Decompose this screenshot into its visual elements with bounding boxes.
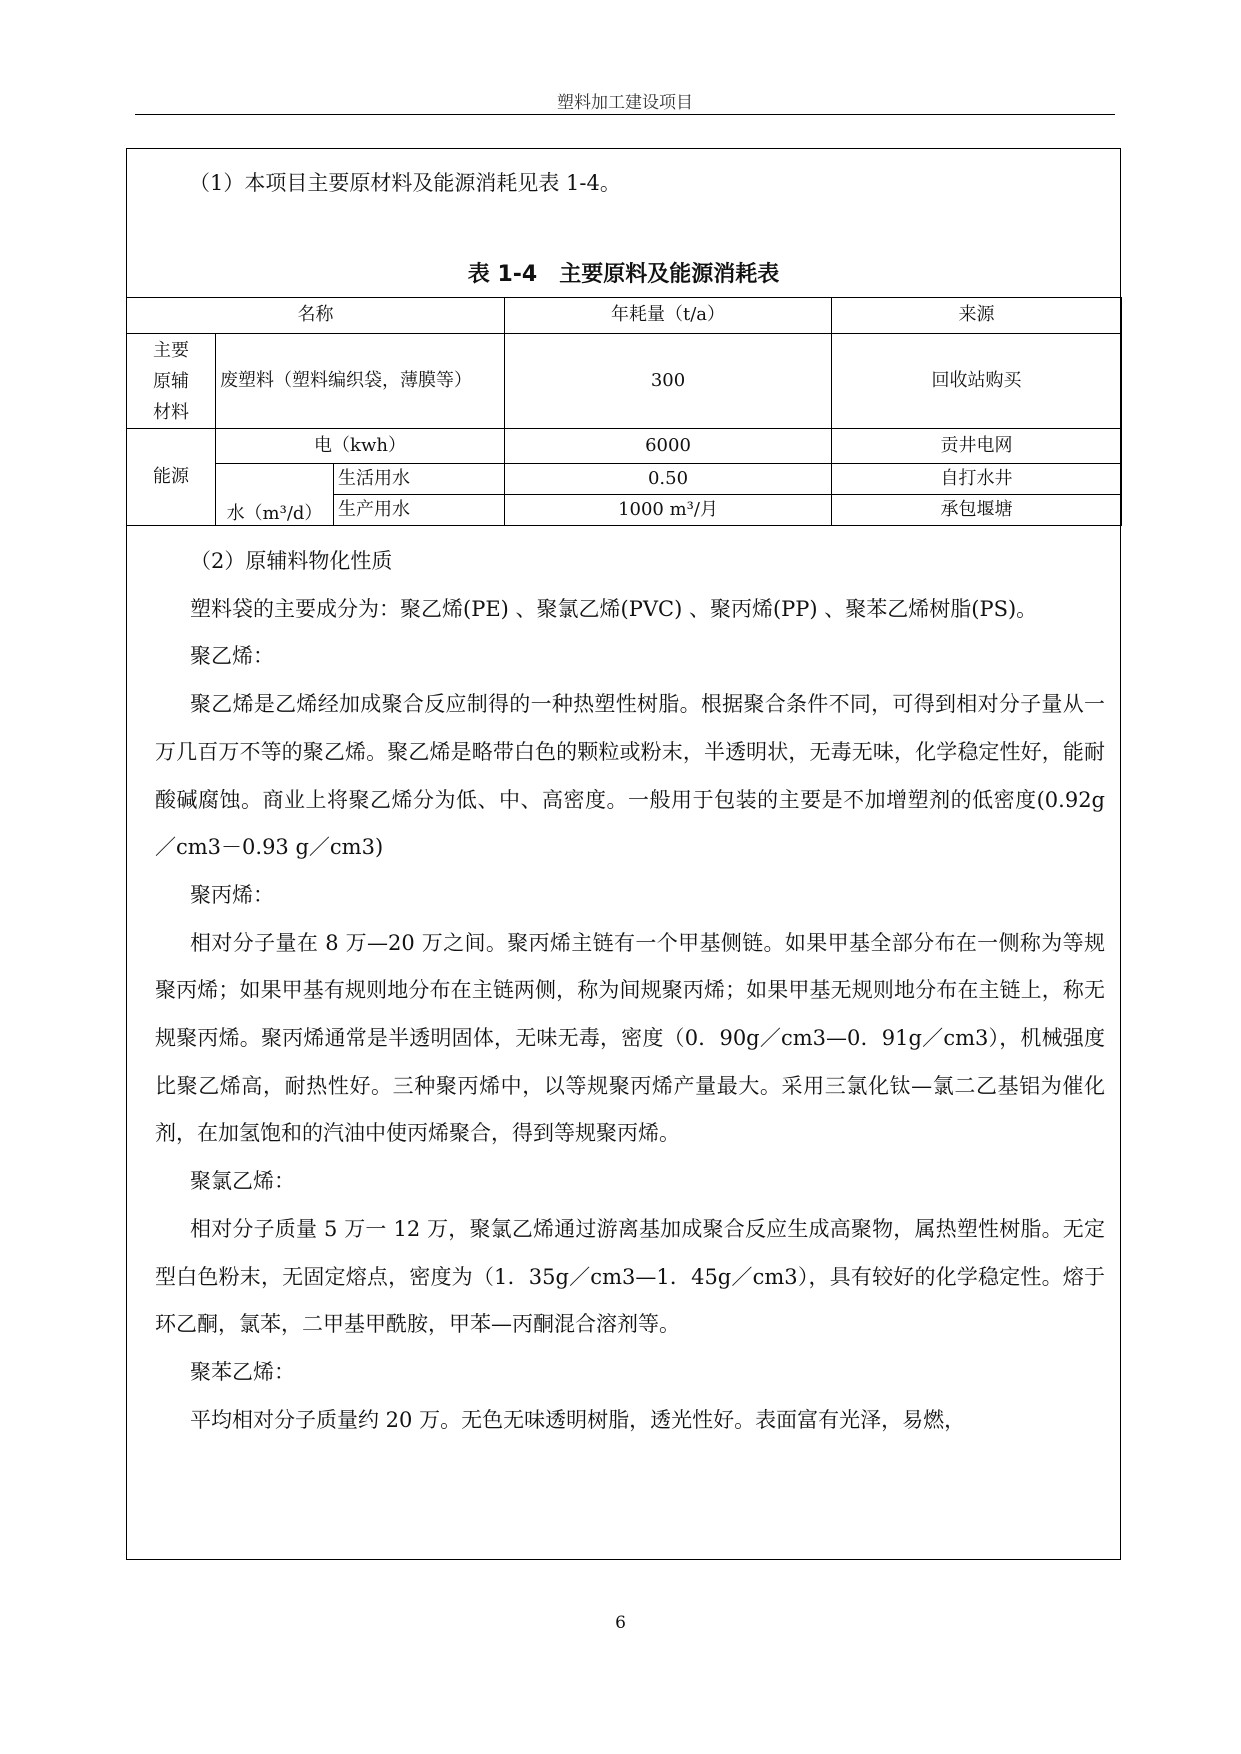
electricity-label: 电（kwh） (216, 429, 505, 464)
table-row (127, 429, 1122, 464)
electricity-amount: 6000 (505, 429, 832, 464)
header-source: 来源 (832, 298, 1122, 334)
table-header-row (127, 298, 1122, 334)
running-header: 塑料加工建设项目 (557, 93, 693, 113)
domestic-water-source: 自打水井 (832, 464, 1122, 495)
production-water-amount: 1000 m³/月 (505, 495, 832, 526)
paragraph-pp: 相对分子量在 8 万—20 万之间。聚丙烯主链有一个甲基侧链。如果甲基全部分布在一侧称为等规聚丙烯；如果甲基有规则地分布在主链两侧，称为间规聚丙烯；如果甲基无规则地分布在主链上，称无规聚丙烯。聚丙烯通常是半透明固体，无味无毒，密度（0．90g／cm3—0．91g／cm3），机械强度比聚乙烯高，耐热性好。三种聚丙烯中，以等规聚丙烯产量最大。采用三氯化钛—氯二乙基铝为催化剂，在加氢饱和的汽油中使丙烯聚合，得到等规聚丙烯。 (155, 930, 1105, 1146)
domestic-water-label: 生活用水 (334, 464, 505, 495)
paragraph-pvc: 相对分子质量 5 万一 12 万，聚氯乙烯通过游离基加成聚合反应生成高聚物，属热塑性树脂。无定型白色粉末，无固定熔点，密度为（1．35g／cm3—1．45g／cm3），具有较好的化学稳定性。熔于环乙酮，氯苯，二甲基甲酰胺，甲苯—丙酮混合溶剂等。 (155, 1216, 1105, 1337)
content-frame (126, 148, 1121, 1560)
raw-material-item: 废塑料（塑料编织袋，薄膜等） (216, 334, 505, 429)
subheading-pp: 聚丙烯： (190, 882, 274, 907)
materials-table (126, 297, 1122, 526)
raw-material-group: 主要 原辅 材料 (127, 334, 216, 429)
domestic-water-amount: 0.50 (505, 464, 832, 495)
page-number: 6 (615, 1613, 626, 1633)
table-row (127, 464, 1122, 495)
paragraph: 塑料袋的主要成分为：聚乙烯(PE) 、聚氯乙烯(PVC) 、聚丙烯(PP) 、聚苯乙烯树脂(PS)。 (190, 596, 1038, 621)
subheading-ps: 聚苯乙烯： (190, 1359, 295, 1384)
header-rule (135, 114, 1115, 115)
paragraph-pe: 聚乙烯是乙烯经加成聚合反应制得的一种热塑性树脂。根据聚合条件不同，可得到相对分子量从一万几百万不等的聚乙烯。聚乙烯是略带白色的颗粒或粉末，半透明状，无毒无味，化学稳定性好，能耐酸碱腐蚀。商业上将聚乙烯分为低、中、高密度。一般用于包装的主要是不加增塑剂的低密度(0.92g／cm3－0.93 g／cm3) (155, 692, 1105, 860)
water-label: 水（m³/d） (216, 464, 334, 526)
production-water-source: 承包堰塘 (832, 495, 1122, 526)
production-water-label: 生产用水 (334, 495, 505, 526)
raw-material-source: 回收站购买 (832, 334, 1122, 429)
body-text (155, 538, 1105, 1444)
subheading-pe: 聚乙烯： (190, 644, 274, 669)
paragraph-ps: 平均相对分子质量约 20 万。无色无味透明树脂，透光性好。表面富有光泽，易燃， (190, 1407, 966, 1432)
header-name: 名称 (127, 298, 505, 334)
header-amount: 年耗量（t/a） (505, 298, 832, 334)
intro-text: （1）本项目主要原材料及能源消耗见表 1-4。 (189, 171, 621, 195)
energy-group: 能源 (127, 429, 216, 526)
subheading-pvc: 聚氯乙烯： (190, 1169, 295, 1194)
section-heading: （2）原辅料物化性质 (190, 549, 393, 573)
table-row (127, 334, 1122, 429)
electricity-source: 贡井电网 (832, 429, 1122, 464)
raw-material-amount: 300 (505, 334, 832, 429)
table-caption: 表 1-4 主要原料及能源消耗表 (467, 262, 780, 287)
